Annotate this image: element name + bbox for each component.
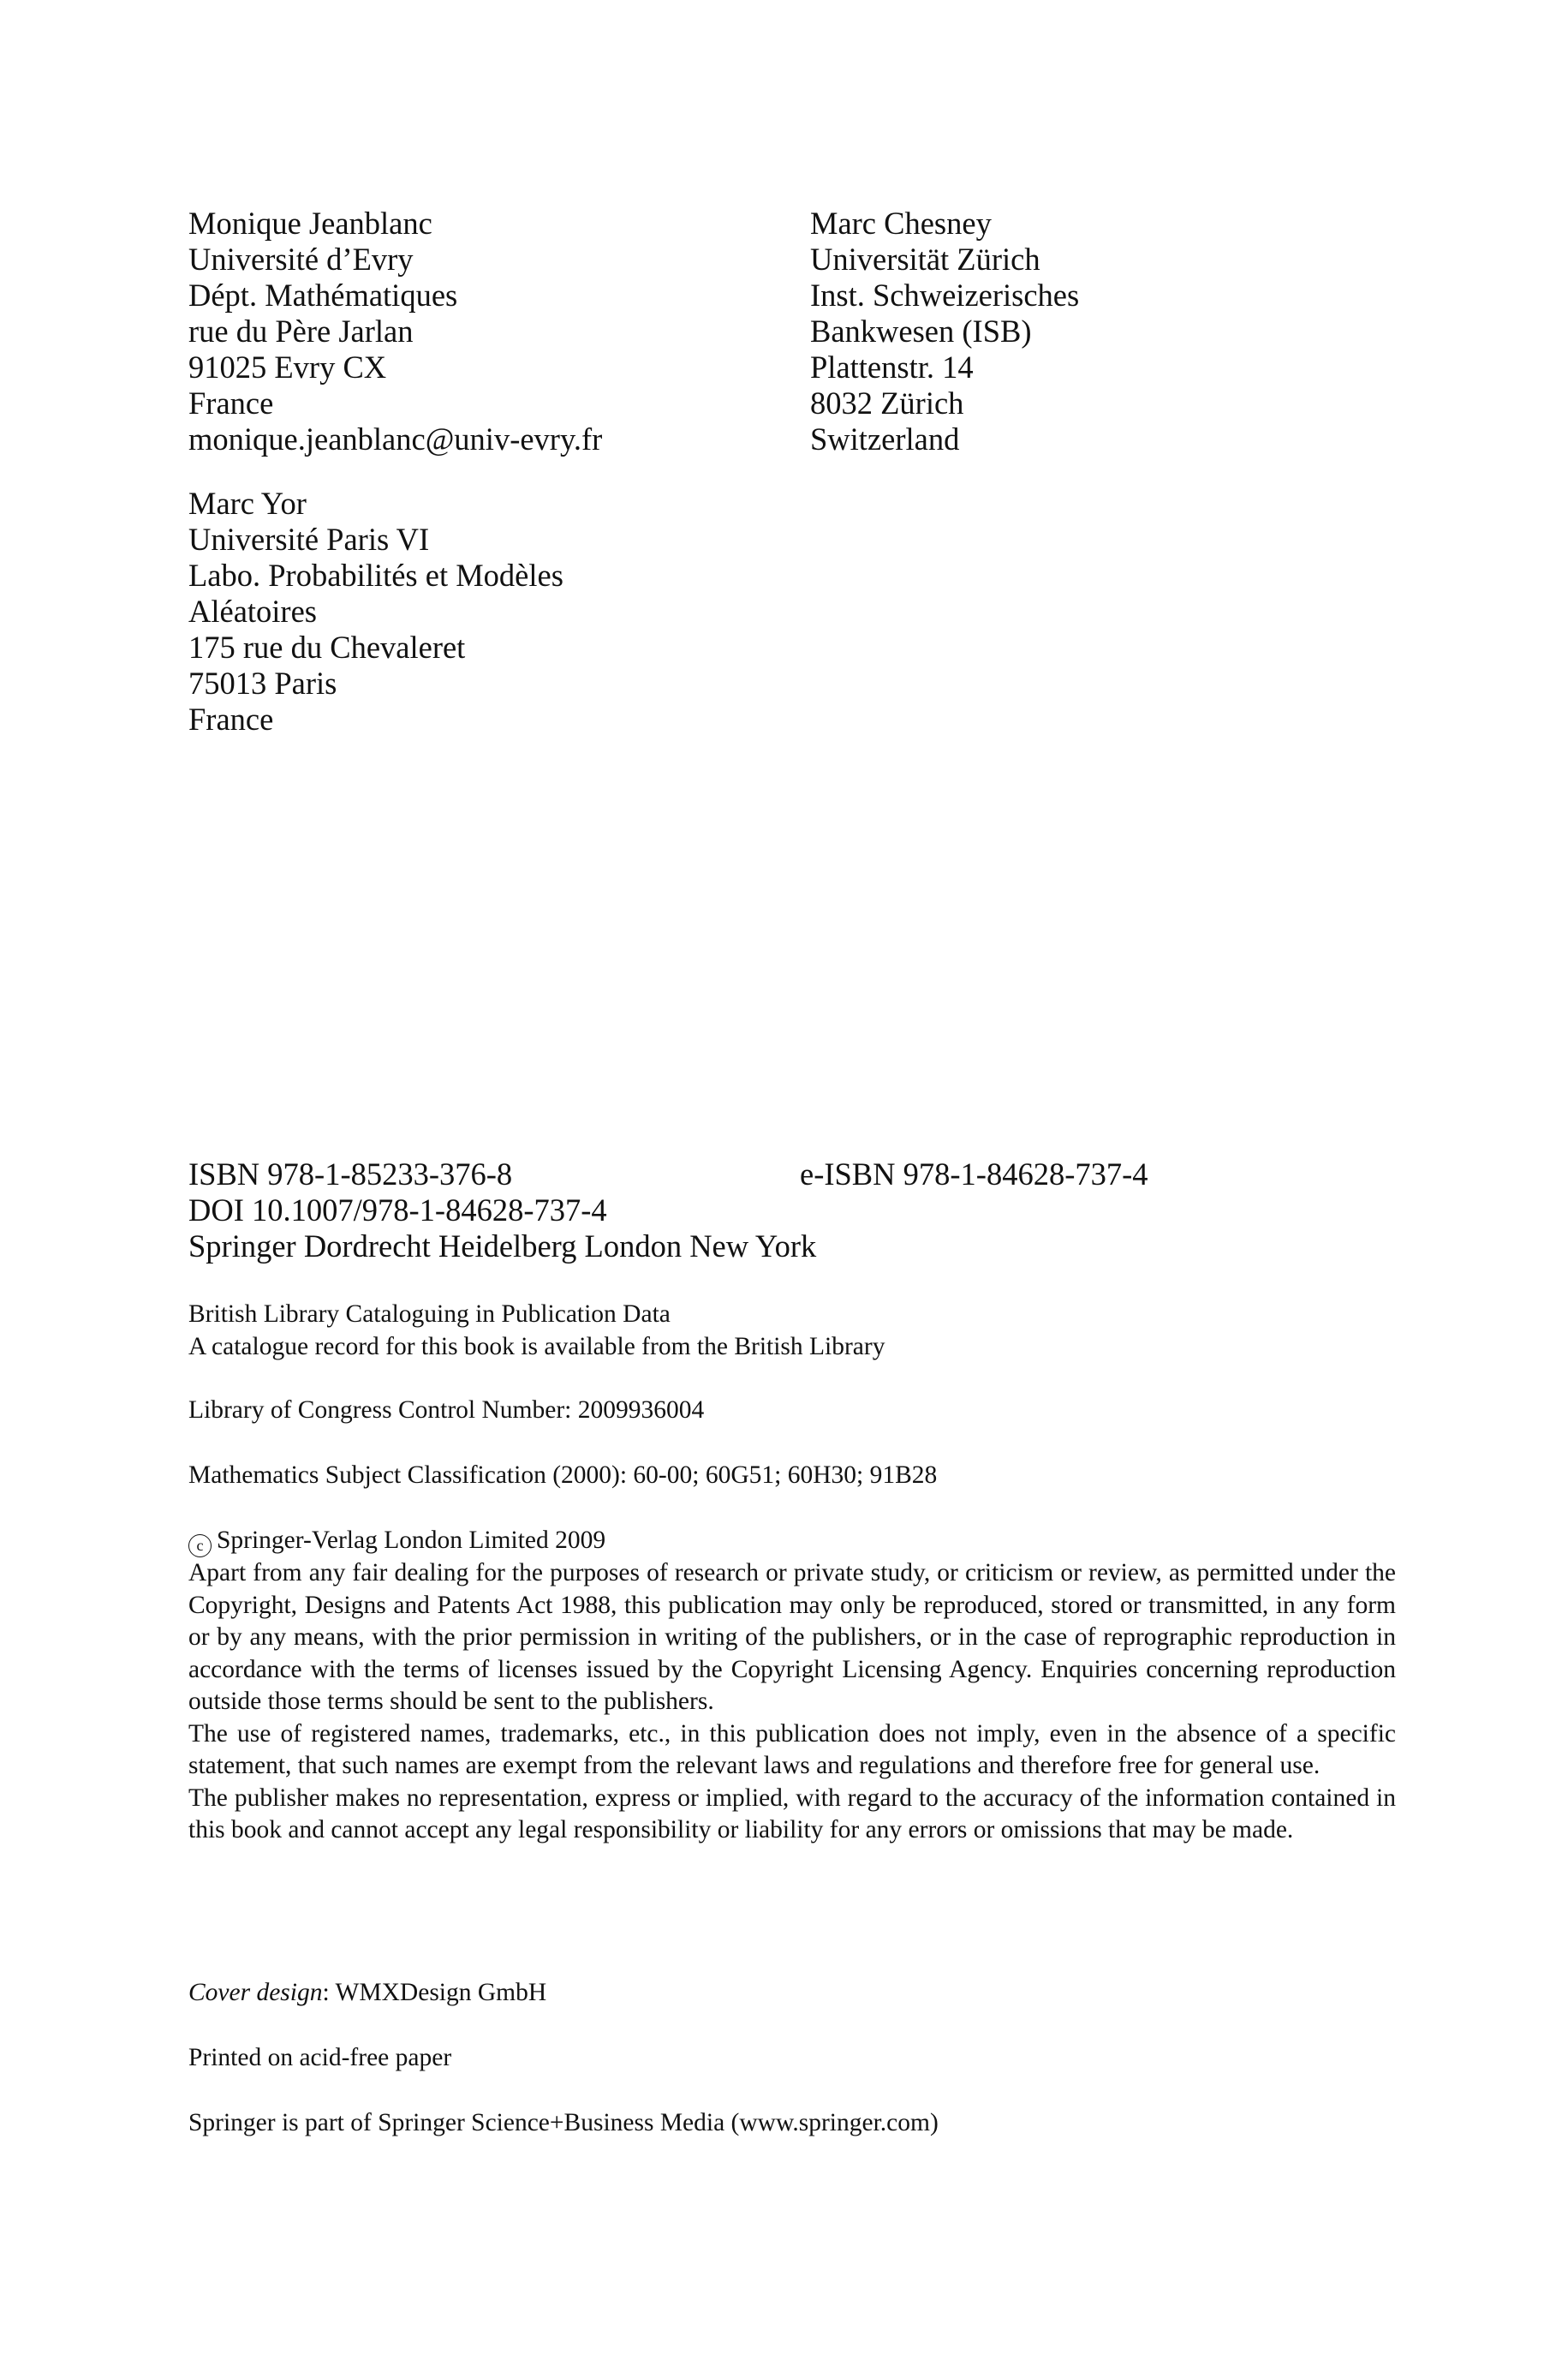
author-address-yor [188,486,563,738]
address-line: 91025 Evry CX [188,350,387,385]
copyright-paragraph: Apart from any fair dealing for the purposes of research or private study, or criticism or review, as permitted under the Copyright, Designs and Patents Act 1988, this publication may only be reproduced, stored or transmitted, in any form or by any means, with the prior permission in writing of the publishers, or in the case of reprographic reproduction in accordance with the terms of licenses issued by the Copyright Licensing Agency. Enquiries concerning reproduction outside those terms should be sent to the publishers. [188,1559,1396,1715]
trademark-paragraph: The use of registered names, trademarks, etc., in this publication does not imply, even in the absence of a specific statement, that such names are exempt from the relevant laws and regulations and therefore free for general use. [188,1719,1396,1779]
address-line: Bankwesen (ISB) [810,314,1032,349]
author-email: monique.jeanblanc@univ-evry.fr [188,421,603,457]
isbn-row [188,1156,1396,1192]
cip-statement: A catalogue record for this book is available from the British Library [188,1332,885,1360]
cover-design-value: : WMXDesign GmbH [322,1979,547,2006]
address-line: Plattenstr. 14 [810,350,974,385]
copyright-holder: Springer-Verlag London Limited 2009 [217,1527,606,1554]
copyright-notice [188,1525,1396,1847]
author-name: Marc Yor [188,486,307,521]
address-line: 75013 Paris [188,666,337,701]
address-line: Université Paris VI [188,522,430,557]
eisbn: e-ISBN 978-1-84628-737-4 [800,1156,1148,1192]
cover-design-label: Cover design [188,1979,323,2006]
copyright-holder-line [188,1525,1396,1557]
address-line: Switzerland [810,421,960,457]
address-line: Dépt. Mathématiques [188,278,458,313]
author-name: Monique Jeanblanc [188,206,432,241]
acid-free-text: Printed on acid-free paper [188,2044,452,2071]
address-line: France [188,702,274,737]
msc-classification [188,1460,1396,1492]
address-line: Universität Zürich [810,242,1040,277]
acid-free-note [188,2042,1396,2075]
isbn: ISBN 978-1-85233-376-8 [188,1156,513,1192]
lccn [188,1395,1396,1427]
doi: DOI 10.1007/978-1-84628-737-4 [188,1192,607,1228]
springer-affiliation [188,2107,1396,2140]
british-library-cip [188,1299,1396,1363]
lccn-text: Library of Congress Control Number: 2009936004 [188,1396,705,1424]
address-line: Inst. Schweizerisches [810,278,1080,313]
cover-design [188,1977,1396,2010]
address-line: rue du Père Jarlan [188,314,414,349]
address-line: Aléatoires [188,594,317,629]
address-line: Labo. Probabilités et Modèles [188,558,563,593]
disclaimer-paragraph: The publisher makes no representation, express or implied, with regard to the accuracy of the information contained in this book and cannot accept any legal responsibility or liability for any errors or omissions that may be made. [188,1784,1396,1843]
address-line: Université d’Evry [188,242,414,277]
address-line: 8032 Zürich [810,385,964,421]
copyright-icon: c [188,1534,212,1557]
msc-text: Mathematics Subject Classification (2000): 60-00; 60G51; 60H30; 91B28 [188,1461,938,1489]
author-address-jeanblanc [188,206,602,457]
publication-identifiers [188,1156,1396,1264]
address-line: France [188,385,274,421]
publisher-places: Springer Dordrecht Heidelberg London New York [188,1228,817,1264]
author-name: Marc Chesney [810,206,992,241]
address-line: 175 rue du Chevaleret [188,630,466,665]
author-address-chesney [810,206,1079,457]
springer-affiliation-text: Springer is part of Springer Science+Business Media (www.springer.com) [188,2109,939,2136]
cip-heading: British Library Cataloguing in Publication Data [188,1300,671,1328]
